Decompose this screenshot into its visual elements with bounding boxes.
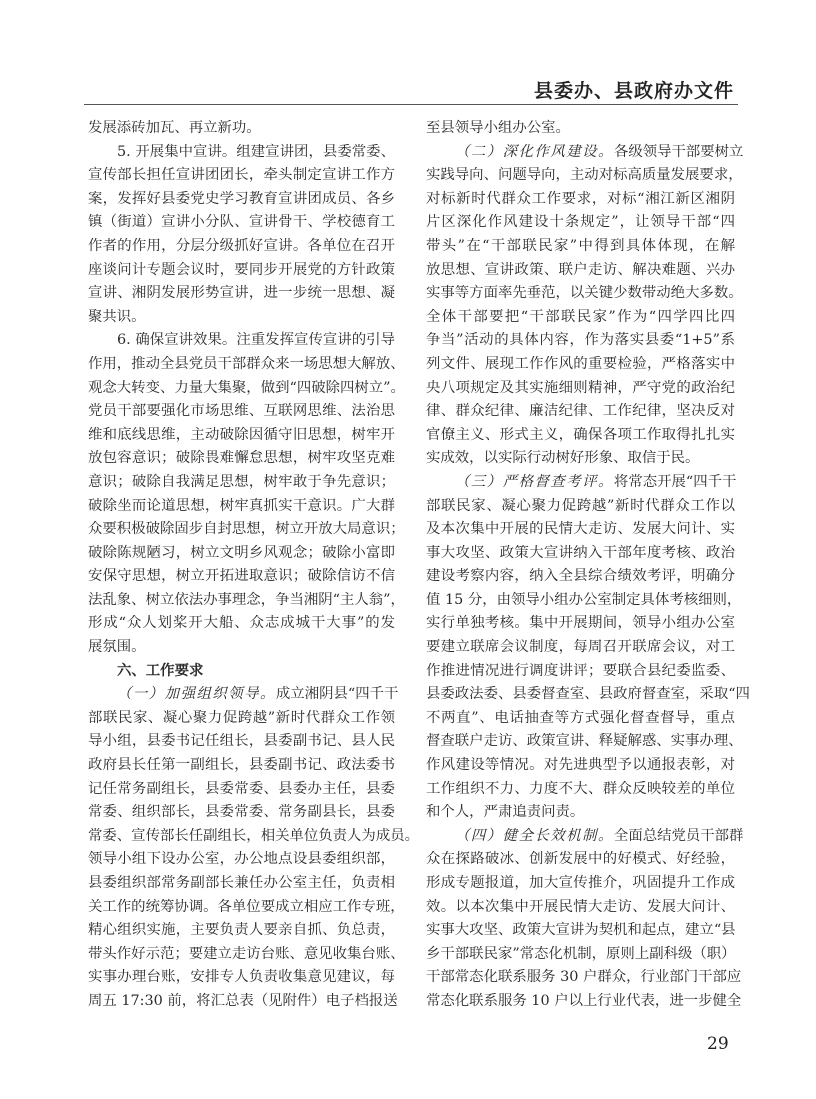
text-line [88,542,395,566]
line-text: 实事大攻坚、政策大宣讲为契机和起点，建立“县 [426,922,736,939]
text-line [88,377,405,401]
line-text: 值 15 分，由领导小组办公室制定具体考核细则， [426,591,742,608]
right-column [426,117,750,1014]
line-text: 及本次集中开展的民情大走访、发展大问计、实 [426,521,735,538]
text-line [88,164,395,188]
text-line [88,235,395,259]
text-line [88,259,395,283]
text-line [88,306,395,330]
line-text: 6. 确保宣讲效果。注重发挥宣传宣讲的引导 [117,332,395,349]
text-line [88,117,395,141]
text-line [426,211,735,235]
subsection-title: （四）健全长效机制。 [455,827,614,844]
text-line [426,872,735,896]
line-text: 官僚主义、形式主义，确保各项工作取得扎扎实 [426,426,735,443]
text-line [426,400,735,424]
line-text: 聚共识。 [88,308,146,325]
paragraph [88,141,395,330]
subsection-title: （三）严格督查考评。 [455,473,614,490]
text-line [426,565,735,589]
line-text: 案，发挥好县委党史学习教育宣讲团成员、各乡 [88,190,395,207]
header-title: 县委办、县政府办文件 [533,80,734,102]
line-text: 关工作的统筹协调。各单位要成立相应工作专班， [88,898,405,915]
text-line [426,778,735,802]
text-line [426,943,735,967]
text-line [88,565,395,589]
line-text: 片区深化作风建设十条规定”，让领导干部“四 [426,214,735,231]
text-line [426,518,735,542]
line-text: 不两直”、电话抽查等方式强化督查督导，重点 [426,709,735,726]
text-line [88,778,395,802]
text-line [426,282,743,306]
text-line [426,919,735,943]
text-line [88,707,395,731]
text-line [88,211,395,235]
line-text: 破除陈规陋习，树立文明乡风观念；破除小富即 [88,544,395,561]
line-text: 部联民家、凝心聚力促跨越”新时代群众工作领 [88,709,395,726]
text-line [88,683,399,707]
line-text: 实事办理台账，安排专人负责收集意见建议，每 [88,969,395,986]
text-line [88,990,398,1014]
subsection-title: （一）加强组织领导。 [117,686,276,703]
line-text: 常委、宣传部长任副组长，相关单位负责人为成员。 [88,827,419,844]
text-line [426,730,743,754]
text-line [88,966,395,990]
text-line [88,329,395,353]
text-line [426,848,735,872]
line-text: 记任常务副组长，县委常委、县委办主任，县委 [88,780,395,797]
text-line [88,872,395,896]
line-text: 实践导向、问题导向，主动对标高质量发展要求， [426,167,743,184]
subsection-title: （二）深化作风建设。 [455,143,614,160]
text-line [426,754,735,778]
line-text: 成立湘阴县“四千干 [275,686,399,703]
text-line [88,943,405,967]
line-text: 各级领导干部要树立 [613,143,744,160]
text-line [88,730,395,754]
line-text: 观念大转变、力量大集聚，做到“四破除四树立”。 [88,379,405,396]
line-text: 众在探路破冰、创新发展中的好模式、好经验， [426,851,735,868]
paragraph [426,117,735,141]
line-text: 实成效，以实际行动树好形象、取信于民。 [426,450,700,467]
line-text: 作用，推动全县党员干部群众来一场思想大解放、 [88,355,405,372]
text-line [88,353,405,377]
line-text: 事大攻坚、政策大宣讲纳入干部年度考核、政治 [426,544,735,561]
line-text: 律、群众纪律、廉洁纪律、工作纪律，坚决反对 [426,403,735,420]
line-text: 对标新时代群众工作要求，对标“湘江新区湘阴 [426,190,735,207]
line-text: 实事等方面率先垂范，以关键少数带动绝大多数。 [426,285,743,302]
line-text: 安保守思想，树立开拓进取意识；破除信访不信 [88,568,395,585]
header-divider [84,104,738,105]
text-line [88,188,395,212]
text-line [426,896,735,920]
line-text: 展氛围。 [88,639,146,656]
line-text: 维和底线思维，主动破除因循守旧思想，树牢开 [88,426,395,443]
line-text: 工作组织不力、力度不大、群众反映较差的单位 [426,780,735,797]
text-line [88,848,395,872]
line-text: 常态化联系服务 10 户以上行业代表，进一步健全 [426,992,742,1009]
text-line [426,801,735,825]
paragraph [88,683,419,1013]
line-text: 发展添砖加瓦、再立新功。 [88,120,261,136]
line-text: 实行单独考核。集中开展期间，领导小组办公室 [426,615,735,632]
line-text: 精心组织实施，主要负责人要亲自抓、负总责， [88,922,395,939]
line-text: 作者的作用，分层分级抓好宣讲。各单位在召开 [88,237,395,254]
line-text: 建设考察内容，纳入全县综合绩效考评，明确分 [426,568,735,585]
text-line [426,542,735,566]
line-text: 作推进情况进行调度讲评；要联合县纪委监委、 [426,662,735,679]
line-text: 宣传部长担任宣讲团团长，牵头制定宣讲工作方 [88,167,395,184]
line-text: 座谈问计专题会议时，要同步开展党的方针政策 [88,261,395,278]
paragraph [88,117,395,141]
text-line [426,447,735,471]
line-text: 作风建设等情况。对先进典型予以通报表彰，对 [426,757,735,774]
text-line [88,636,395,660]
line-text: 周五 17:30 前，将汇总表（见附件）电子档报送 [88,992,398,1009]
text-line [426,707,735,731]
line-text: 党员干部要强化市场思维、互联网思维、法治思 [88,403,395,420]
text-line [426,164,743,188]
line-text: 要建立联席会议制度，每周召开联席会议，对工 [426,639,735,656]
paragraph [426,471,750,825]
line-text: 领导小组下设办公室，办公地点设县委组织部， [88,851,395,868]
text-line [426,259,735,283]
line-text: 将常态开展“四千干 [613,473,737,490]
line-text: 督查联户走访、政策宣讲、释疑解惑、实事办理、 [426,733,743,750]
text-line [426,825,744,849]
line-text: 常委、组织部长，县委常委、常务副县长，县委 [88,804,395,821]
text-line [88,660,395,684]
line-text: 导小组，县委书记任组长，县委副书记、县人民 [88,733,395,750]
line-text: 众要积极破除固步自封思想，树立开放大局意识； [88,521,405,538]
text-line [88,612,395,636]
text-line [88,447,395,471]
line-text: 政府县长任第一副组长，县委副书记、政法委书 [88,757,395,774]
line-text: 放包容意识；破除畏难懈怠思想，树牢攻坚克难 [88,450,395,467]
text-line [88,471,395,495]
line-text: 意识；破除自我满足思想，树牢敢于争先意识； [88,473,395,490]
paragraph [426,825,744,1014]
text-line [426,612,735,636]
text-line [426,353,735,377]
line-text: 全体干部要把“干部联民家”作为“四学四比四 [426,308,735,325]
line-text: 宣讲、湘阴发展形势宣讲，进一步统一思想、凝 [88,285,395,302]
line-text: 县委组织部常务副部长兼任办公室主任，负责相 [88,875,395,891]
text-line [88,896,405,920]
text-line [426,471,735,495]
text-line [426,188,735,212]
text-line [88,495,395,519]
line-text: 形成“众人划桨开大船、众志成城干大事”的发 [88,615,395,632]
line-text: 争当”活动的具体内容，作为落实县委“1+5”系 [426,332,735,349]
line-text: 法乱象、树立依法办事理念，争当湘阴“主人翁”， [88,591,405,608]
line-text: 六、工作要求 [117,662,204,679]
text-line [426,141,744,165]
line-text: 和个人，严肃追责问责。 [426,804,585,821]
line-text: 干部常态化联系服务 30 户群众，行业部门干部应 [426,969,742,986]
text-line [88,801,395,825]
section-heading [88,660,395,684]
text-line [88,518,405,542]
line-text: 部联民家、凝心聚力促跨越”新时代群众工作以 [426,497,735,514]
line-text: 带头作好示范；要建立走访台账、意见收集台账、 [88,945,405,962]
line-text: 央八项规定及其实施细则精神，严守党的政治纪 [426,379,735,396]
text-line [88,589,405,613]
text-line [88,919,395,943]
text-line [426,235,735,259]
text-line [88,754,395,778]
text-line [426,306,735,330]
text-line [88,400,395,424]
text-line [88,141,395,165]
text-line [426,377,735,401]
text-line [426,424,735,448]
paragraph [88,329,405,659]
line-text: 放思想、宣讲政策、联户走访、解决难题、兴办 [426,261,735,278]
line-text: 5. 开展集中宣讲。组建宣讲团，县委常委、 [117,143,395,160]
line-text: 形成专题报道，加大宣传推介，巩固提升工作成 [426,875,735,891]
text-line [88,424,395,448]
line-text: 县委政法委、县委督查室、县政府督查室，采取“四 [426,686,750,703]
left-column [88,117,419,1014]
text-line [426,683,750,707]
text-line [426,990,742,1014]
text-line [426,660,735,684]
text-line [426,966,742,990]
text-line [426,117,735,141]
line-text: 带头”在“干部联民家”中得到具体体现，在解 [426,237,735,254]
text-line [426,495,735,519]
line-text: 镇（街道）宣讲小分队、宣讲骨干、学校德育工 [88,214,395,231]
line-text: 列文件、展现工作作风的重要检验，严格落实中 [426,355,735,372]
text-line [426,589,742,613]
text-line [426,636,735,660]
text-line [426,329,735,353]
text-line [88,282,395,306]
page-number: 29 [707,1034,729,1054]
line-text: 全面总结党员干部群 [613,827,744,844]
text-line [88,825,419,849]
line-text: 乡干部联民家”常态化机制，原则上副科级（职） [426,945,736,962]
paragraph [426,141,744,471]
line-text: 效。以本次集中开展民情大走访、发展大问计、 [426,898,735,915]
line-text: 至县领导小组办公室。 [426,120,570,136]
line-text: 破除坐而论道思想，树牢真抓实干意识。广大群 [88,497,395,514]
